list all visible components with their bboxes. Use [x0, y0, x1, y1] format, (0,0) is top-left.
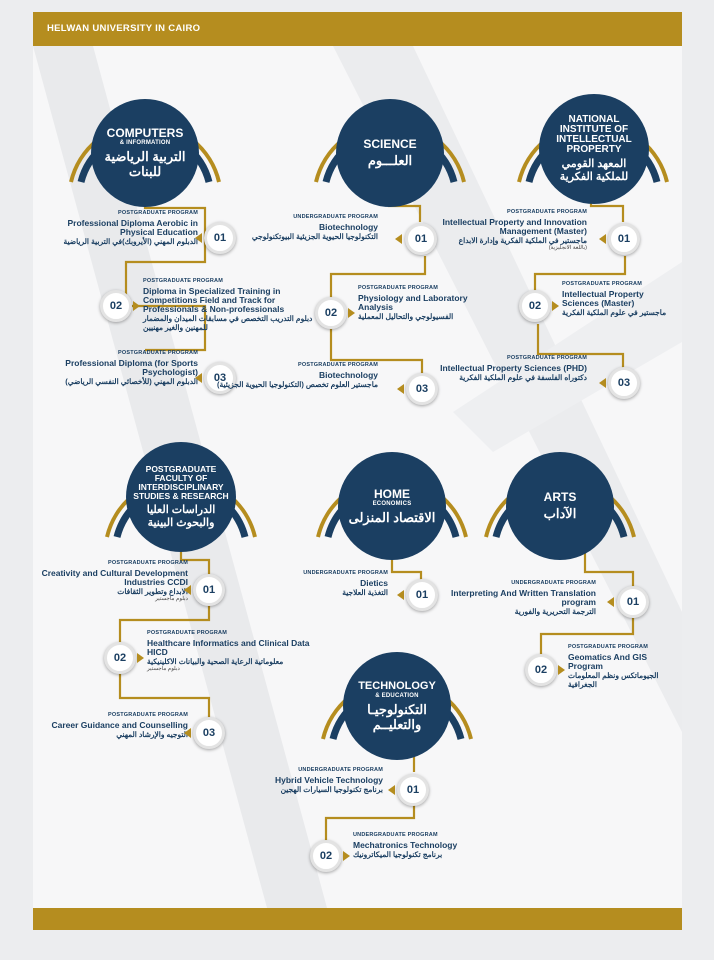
program-home-1: [223, 570, 388, 597]
program-kind: POSTGRADUATE PROGRAM: [507, 209, 587, 215]
program-kind: POSTGRADUATE PROGRAM: [108, 560, 188, 566]
program-number-badge: 03: [204, 362, 236, 394]
program-title: Mechatronics Technology: [353, 840, 458, 850]
program-kind: POSTGRADUATE PROGRAM: [118, 350, 198, 356]
faculty-arts-title: ARTS: [543, 490, 577, 504]
program-kind: UNDERGRADUATE PROGRAM: [511, 580, 596, 586]
program-kind: POSTGRADUATE PROGRAM: [147, 630, 227, 636]
program-title: Hybrid Vehicle Technology: [274, 775, 383, 785]
program-arabic: ماجستير في علوم الملكية الفكرية: [562, 308, 667, 317]
program-kind: POSTGRADUATE PROGRAM: [118, 210, 198, 216]
faculty-science-arabic: العلـــوم: [367, 153, 413, 168]
program-arts-1: [438, 580, 596, 616]
program-arabic: الدبلوم المهني (للأخصائي النفسي الرياضي): [65, 377, 198, 386]
program-kind: UNDERGRADUATE PROGRAM: [293, 214, 378, 220]
program-science-1: [213, 214, 378, 241]
program-number-badge: 03: [406, 373, 438, 405]
program-tech-1: [213, 767, 383, 794]
program-number-badge: 02: [519, 290, 551, 322]
pointer-arrow: [184, 585, 191, 595]
faculty-arts-badge: [506, 452, 614, 560]
program-arabic: برنامج تكنولوجيا الميكاترونيك: [353, 850, 443, 859]
pointer-arrow: [348, 308, 355, 318]
pointer-arrow: [388, 785, 395, 795]
program-pgf-1: [33, 560, 188, 602]
faculty-science-title: SCIENCE: [363, 137, 417, 151]
program-tech-2: [353, 832, 503, 859]
program-kind: UNDERGRADUATE PROGRAM: [303, 570, 388, 576]
program-title: Biotechnology: [318, 222, 378, 232]
program-title: Geomatics And GIS Program: [568, 652, 648, 671]
faculty-tech-title: TECHNOLOGY: [358, 680, 436, 692]
program-title: Interpreting And Written Translation program: [451, 588, 596, 607]
program-kind: UNDERGRADUATE PROGRAM: [353, 832, 438, 838]
program-title: Diploma in Specialized Training in Competitions Field and Track for Professionals & Non-professionals: [143, 286, 285, 314]
program-number-badge: 01: [405, 223, 437, 255]
program-computers-1: [33, 210, 198, 246]
program-title: Biotechnology: [318, 370, 378, 380]
program-note: دبلوم ماجستير: [155, 596, 188, 602]
program-kind: POSTGRADUATE PROGRAM: [568, 644, 648, 650]
program-arabic: الدبلوم المهني (الأيروبك)في التربية الرياضية: [63, 237, 198, 246]
pointer-arrow: [397, 590, 404, 600]
program-nip-3: [433, 355, 587, 382]
pointer-arrow: [343, 851, 350, 861]
program-number-badge: 01: [406, 579, 438, 611]
program-pgf-3: [33, 712, 188, 739]
program-arabic: الجيوماتكس ونظم المعلومات الجغرافية: [568, 671, 659, 689]
program-arts-2: [568, 644, 680, 689]
program-kind: POSTGRADUATE PROGRAM: [358, 285, 438, 291]
faculty-tech-badge: [343, 652, 451, 760]
program-number-badge: 01: [193, 574, 225, 606]
header-bar: [33, 12, 682, 46]
program-kind: POSTGRADUATE PROGRAM: [562, 281, 642, 287]
program-number-badge: 02: [104, 642, 136, 674]
program-kind: UNDERGRADUATE PROGRAM: [298, 767, 383, 773]
program-number-badge: 01: [397, 774, 429, 806]
program-arabic: دبلوم التدريب التخصص في مسابقات الميدان والمضمار للمهنين والغير مهنيين: [143, 314, 313, 332]
header-title: HELWAN UNIVERSITY IN CAIRO: [47, 23, 201, 34]
program-number-badge: 03: [193, 717, 225, 749]
program-title: Career Guidance and Counselling: [51, 720, 188, 730]
faculty-nip-arabic: المعهد القومي للملكية الفكرية: [559, 157, 629, 183]
program-nip-1: [415, 209, 587, 251]
program-arabic: ماجستير العلوم تخصص (التكنولوجيا الحيوية الجزيئية): [216, 380, 378, 389]
program-number-badge: 02: [100, 290, 132, 322]
pointer-arrow: [599, 378, 606, 388]
program-note: (باللغة الانجليزية): [548, 245, 587, 251]
pointer-arrow: [397, 384, 404, 394]
poster: [33, 12, 682, 930]
program-arabic: ماجستير في الملكية الفكرية وإدارة الابداع: [458, 236, 587, 245]
program-arabic: الترجمة التحريرية والفورية: [514, 607, 596, 616]
pointer-arrow: [184, 728, 191, 738]
faculty-pgf-badge: [126, 442, 236, 552]
faculty-home-title: HOME: [374, 486, 410, 501]
pointer-arrow: [195, 373, 202, 383]
program-number-badge: 03: [608, 367, 640, 399]
program-arabic: معلوماتية الرعاية الصحية والبيانات الاكلينيكية: [147, 657, 284, 666]
pointer-arrow: [195, 233, 202, 243]
program-kind: POSTGRADUATE PROGRAM: [507, 355, 587, 361]
faculty-computers-title: COMPUTERS: [106, 126, 184, 140]
program-arabic: التغذية العلاجية: [342, 588, 388, 597]
pointer-arrow: [558, 665, 565, 675]
pointer-arrow: [137, 653, 144, 663]
program-title: Intellectual Property and Innovation Management (Master): [442, 217, 587, 236]
pointer-arrow: [395, 234, 402, 244]
faculty-nip-title: NATIONAL INSTITUTE OF INTELLECTUAL PROPERTY: [556, 113, 632, 155]
faculty-home-badge: [338, 452, 446, 560]
program-arabic: التكنولوجيا الحيوية الجزيئية البيوتكنولوجي: [251, 232, 378, 241]
program-title: Intellectual Property Sciences (Master): [562, 289, 644, 308]
pointer-arrow: [599, 234, 606, 244]
program-arabic: الابداع وتطوير الثقافات: [117, 587, 188, 596]
faculty-pgf-arabic: الدراسات العليا والبحوث البينية: [146, 503, 216, 529]
program-arabic: برنامج تكنولوجيا السيارات الهجين: [280, 785, 383, 794]
faculty-nip-badge: [539, 94, 649, 204]
faculty-computers-subtitle: & INFORMATION: [119, 140, 171, 146]
program-title: Intellectual Property Sciences (PHD): [440, 363, 587, 373]
program-number-badge: 02: [525, 654, 557, 686]
faculty-science-badge: [336, 99, 444, 207]
program-computers-2: [143, 278, 323, 332]
program-number-badge: 01: [617, 586, 649, 618]
program-title: Physiology and Laboratory Analysis: [358, 293, 468, 312]
faculty-computers-badge: [91, 99, 199, 207]
faculty-pgf-title: POSTGRADUATE FACULTY OF INTERDISCIPLINARY STUDIES & RESEARCH: [133, 463, 229, 501]
program-title: Creativity and Cultural Development Industries CCDI: [41, 568, 188, 587]
faculty-tech-arabic: التكنولوجيـا والتعليــم: [367, 702, 427, 732]
faculty-computers-arabic: التربية الرياضية للبنات: [104, 149, 186, 179]
program-arabic: التوجيه والإرشاد المهني: [116, 730, 188, 739]
program-arabic: دكتوراه الفلسفة في علوم الملكية الفكرية: [459, 373, 587, 382]
program-science-3: [213, 362, 378, 389]
program-science-2: [358, 285, 493, 321]
footer-bar: [33, 908, 682, 930]
program-kind: POSTGRADUATE PROGRAM: [143, 278, 223, 284]
pointer-arrow: [552, 301, 559, 311]
pointer-arrow: [133, 301, 140, 311]
program-title: Professional Diploma Aerobic in Physical Education: [67, 218, 198, 237]
program-pgf-2: [147, 630, 322, 672]
program-number-badge: 02: [315, 297, 347, 329]
program-number-badge: 01: [204, 222, 236, 254]
program-arabic: الفسيولوجي والتحاليل المعملية: [358, 312, 454, 321]
program-note: دبلوم ماجستير: [147, 666, 180, 672]
program-kind: POSTGRADUATE PROGRAM: [298, 362, 378, 368]
program-nip-2: [562, 281, 680, 317]
faculty-arts-arabic: الآداب: [543, 506, 577, 521]
program-title: Healthcare Informatics and Clinical Data HICD: [147, 638, 310, 657]
faculty-tech-subtitle: & EDUCATION: [375, 693, 419, 699]
program-number-badge: 02: [310, 840, 342, 872]
program-computers-3: [33, 350, 198, 386]
program-kind: POSTGRADUATE PROGRAM: [108, 712, 188, 718]
program-number-badge: 01: [608, 223, 640, 255]
faculty-home-subtitle: ECONOMICS: [372, 500, 412, 507]
pointer-arrow: [607, 597, 614, 607]
program-title: Professional Diploma (for Sports Psychologist): [65, 358, 198, 377]
program-title: Dietics: [360, 578, 388, 588]
faculty-home-arabic: الاقتصاد المنزلى: [348, 509, 436, 525]
